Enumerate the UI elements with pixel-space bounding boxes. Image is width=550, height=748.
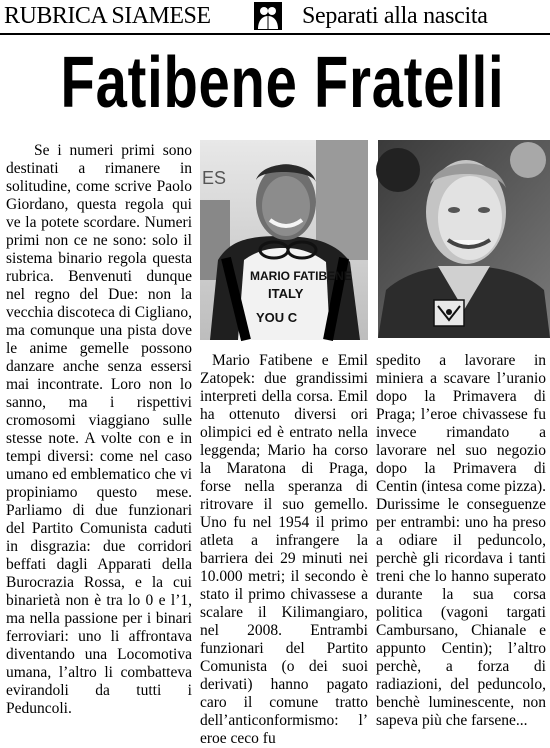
photo-bg-text: ES — [202, 168, 227, 188]
photo-mario-fatibene — [200, 140, 368, 340]
siamese-twins-logo-icon — [254, 2, 282, 30]
section-subtitle: Separati alla nascita — [302, 3, 488, 29]
photo-emil-zatopek — [378, 140, 550, 338]
article-column-3 — [376, 352, 546, 729]
shirt-text-name: MARIO FATIBENE — [250, 269, 352, 283]
article-headline: Fatibene Fratelli — [60, 43, 505, 123]
column-3-text: spedito a lavorare in miniera a scavare l’uranio dopo la Primavera di Praga; l’eroe chivassese fu invece rimandato a lavorare nel suo negozio dopo la Primavera di Centin (intesa come pizza). Durissime le conseguenze per entrambi: uno ha preso a odiare il peduncolo, perchè gli ricordava i tanti treni che lo hanno superato durante la sua corsa politica (vagoni targati Cambursano, Chianale e appunto Centin); l’altro perchè, a forza di radiazioni, del peduncolo, benchè luminescente, non sapeva più che farsene... — [376, 352, 546, 729]
article-column-1 — [6, 142, 192, 717]
shirt-text-slogan: YOU C — [256, 310, 298, 325]
rubric-title: RUBRICA SIAMESE — [4, 3, 211, 29]
header-rule — [0, 33, 550, 35]
section-header — [0, 0, 550, 34]
czech-emblem-icon — [434, 300, 464, 326]
column-2-text: Mario Fatibene e Emil Zatopek: due grandissimi interpreti della corsa. Emil ha ottenuto diversi ori olimpici ed è entrato nella leggenda; Mario ha corso la Maratona di Praga, forse nella speranza di ritrovare il suo gemello. Uno fu nel 1954 il primo atleta a infrangere la barriera dei 29 minuti nei 10.000 metri; il secondo è stato il primo chivassese a scalare il Kilimangiaro, nel 2008. Entrambi funzionari del Partito Comunista (o dei suoi derivati) hanno pagato caro il comune tratto dell’anticonformismo: l’ eroe ceco fu — [200, 352, 368, 747]
shirt-text-country: ITALY — [268, 286, 304, 301]
column-1-text: Se i numeri primi sono destinati a rimanere in solitudine, come scrive Paolo Giordano, questa regola qui ve la potete scordare. Numeri primi non ce ne sono: solo il sistema binario regola questa rubrica. Benvenuti dunque nel regno del Due: non la vecchia discoteca di Cigliano, ma comunque una pista dove le anime gemelle possono danzare anche senza essersi mai incontrate. Loro non lo sanno, ma i rispettivi cromosomi viaggiano sulle stesse note. A volte con e in tempi diversi: come nel caso umano ed emblematico che vi propiniamo questo mese. Parliamo di due funzionari del Partito Comunista caduti in disgrazia: due corridori beffati dagli Apparati della Burocrazia Rossa, e la cui binarietà non è tra lo 0 e l’1, ma nella passione per i binari ferroviari: uno li affrontava diventando una Locomotiva umana, l’altro li combatteva evirandoli da tutti i Peduncoli. — [6, 142, 192, 717]
article-column-2 — [200, 352, 368, 747]
